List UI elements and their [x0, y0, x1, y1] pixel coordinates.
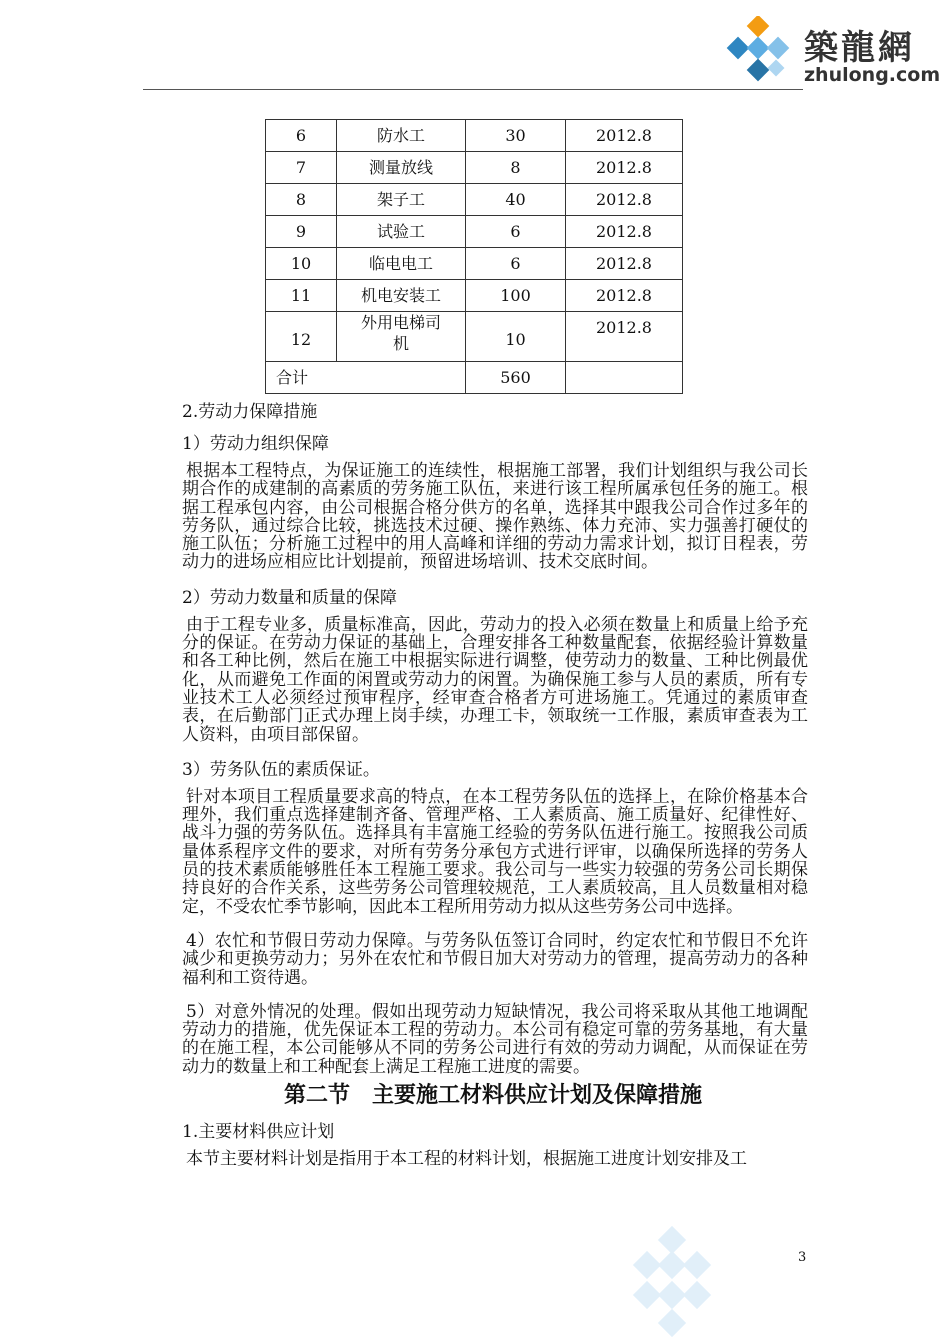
logo-mark-icon: [722, 16, 800, 86]
row-index: 12: [266, 312, 337, 362]
paragraph-quantity-quality: 由于工程专业多，质量标准高，因此，劳动力的投入必须在数量上和质量上给予充分的保证。在劳动力保证的基础上，合理安排各工种数量配套，依据经验计算数量和各工种比例，然后在施工中根据实际进行调整，使劳动力的数量、工种比例最优化，从而避免工作面的闲置或劳动力的闲置。为确保施工参与人员的素质，所有专业技术工人必须经过预审程序，经审查合格者方可进场施工。凭通过的素质审查表，在后勤部门正式办理上岗手续，办理工卡，领取统一工作服，素质审查表为工人资料，由项目部保留。: [182, 614, 808, 745]
entry-date: 2012.8: [566, 120, 683, 152]
table-row: [266, 280, 683, 312]
zhulong-logo: [722, 16, 941, 86]
table-row: [266, 184, 683, 216]
heading-labor-measures: 2.劳动力保障措施: [182, 402, 318, 422]
page-number: 3: [798, 1250, 807, 1265]
logo-domain-text: zhulong.com: [804, 64, 941, 86]
table-total-row: [266, 362, 683, 394]
paragraph-holiday-labor: 4）农忙和节假日劳动力保障。与劳务队伍签订合同时，约定农忙和节假日不允许减少和更换劳动力；另外在农忙和节假日加大对劳动力的管理，提高劳动力的各种福利和工资待遇。: [182, 930, 808, 988]
paragraph-organization: 根据本工程特点，为保证施工的连续性，根据施工部署，我们计划组织与我公司长期合作的成建制的高素质的劳务施工队伍，来进行该工程所属承包任务的施工。根据工程承包内容，由公司根据合格分供方的名单，选择其中跟我公司合作过多年的劳务队，通过综合比较，挑选技术过硬、操作熟练、体力充沛、实力强善打硬仗的施工队伍；分析施工过程中的用人高峰和详细的劳动力需求计划，拟订日程表，劳动力的进场应相应比计划提前，预留进场培训、技术交底时间。: [182, 461, 808, 573]
worker-count: 40: [466, 184, 566, 216]
section-title: 第二节 主要施工材料供应计划及保障措施: [283, 1083, 702, 1109]
entry-date: 2012.8: [566, 248, 683, 280]
heading-material-plan: 1.主要材料供应计划: [182, 1122, 335, 1143]
table-row: [266, 152, 683, 184]
trade-name: 临电电工: [337, 248, 466, 280]
trade-name: 防水工: [337, 120, 466, 152]
trade-name: 机电安装工: [337, 280, 466, 312]
worker-count: 100: [466, 280, 566, 312]
row-index: 7: [266, 152, 337, 184]
row-index: 10: [266, 248, 337, 280]
entry-date: 2012.8: [566, 312, 683, 362]
watermark-icon: [612, 1225, 732, 1340]
logo-chinese-text: 築龍網: [804, 28, 915, 68]
trade-name: 外用电梯司机: [337, 312, 466, 362]
subheading-team-quality: 3）劳务队伍的素质保证。: [182, 759, 380, 780]
document-body: [178, 396, 808, 1168]
subheading-quantity-quality: 2）劳动力数量和质量的保障: [182, 587, 397, 608]
worker-count: 30: [466, 120, 566, 152]
total-empty-cell: [566, 362, 683, 394]
subheading-organization: 1）劳动力组织保障: [182, 434, 329, 454]
table-row: [266, 248, 683, 280]
row-index: 11: [266, 280, 337, 312]
trade-name: 试验工: [337, 216, 466, 248]
entry-date: 2012.8: [566, 216, 683, 248]
total-label: 合计: [266, 362, 466, 394]
total-value: 560: [466, 362, 566, 394]
table-row: [266, 216, 683, 248]
labor-table: [265, 119, 683, 394]
header-divider: [143, 89, 803, 90]
entry-date: 2012.8: [566, 152, 683, 184]
worker-count: 6: [466, 248, 566, 280]
trade-name: 测量放线: [337, 152, 466, 184]
labor-table-body: [266, 120, 683, 394]
trade-name: 架子工: [337, 184, 466, 216]
table-row: [266, 312, 683, 362]
worker-count: 10: [466, 312, 566, 362]
paragraph-team-quality: 针对本项目工程质量要求高的特点，在本工程劳务队伍的选择上，在除价格基本合理外，我们重点选择建制齐备、管理严格、工人素质高、施工质量好、纪律性好、战斗力强的劳务队伍。选择具有丰富施工经验的劳务队伍进行施工。按照我公司质量体系程序文件的要求，对所有劳务分承包方式进行评审，以确保所选择的劳务人员的技术素质能够胜任本工程施工要求。我公司与一些实力较强的劳务公司长期保持良好的合作关系，这些劳务公司管理较规范，工人素质较高，且人员数量相对稳定，不受农忙季节影响，因此本工程所用劳动力拟从这些劳务公司中选择。: [182, 786, 808, 917]
row-index: 6: [266, 120, 337, 152]
worker-count: 8: [466, 152, 566, 184]
row-index: 9: [266, 216, 337, 248]
table-row: [266, 120, 683, 152]
row-index: 8: [266, 184, 337, 216]
worker-count: 6: [466, 216, 566, 248]
paragraph-emergency: 5）对意外情况的处理。假如出现劳动力短缺情况，我公司将采取从其他工地调配劳动力的措施，优先保证本工程的劳动力。本公司有稳定可靠的劳务基地，有大量的在施工程，本公司能够从不同的劳务公司进行有效的劳动力调配，从而保证在劳动力的数量上和工种配套上满足工程施工进度的需要。: [182, 1001, 808, 1077]
paragraph-material-plan: 本节主要材料计划是指用于本工程的材料计划，根据施工进度计划安排及工: [186, 1149, 747, 1170]
entry-date: 2012.8: [566, 184, 683, 216]
entry-date: 2012.8: [566, 280, 683, 312]
